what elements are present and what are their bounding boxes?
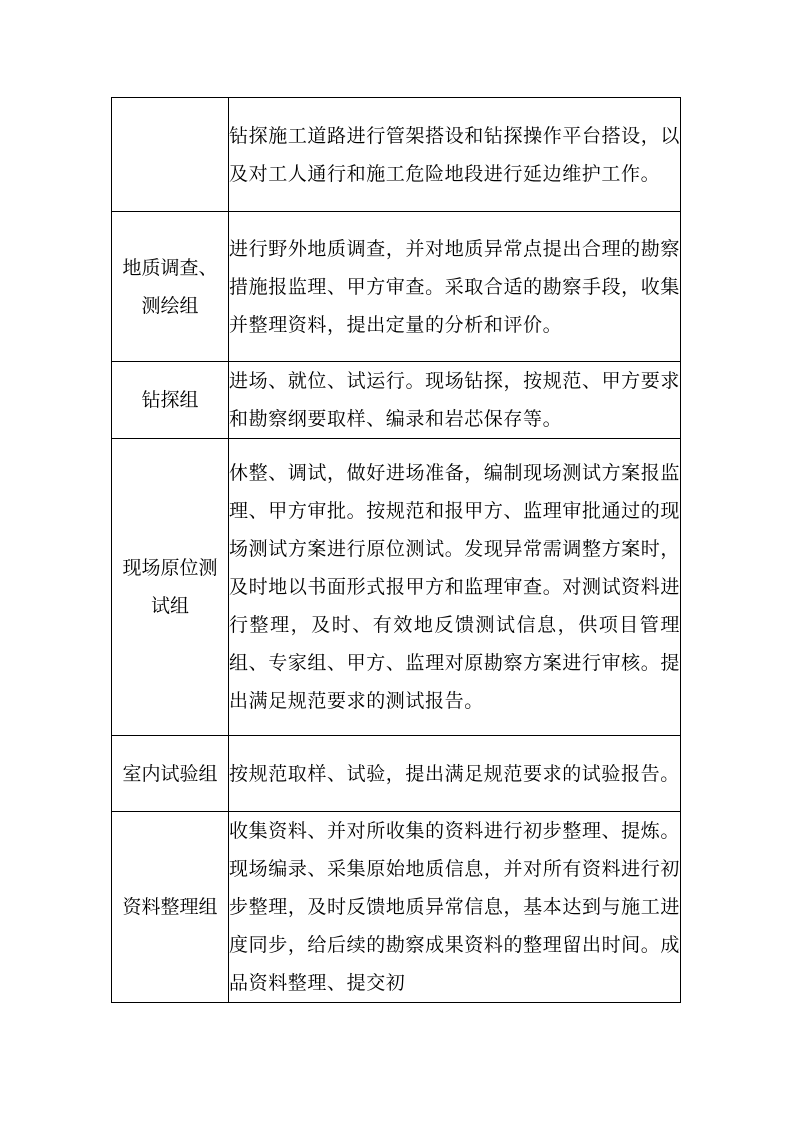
group-description: 收集资料、并对所收集的资料进行初步整理、提炼。现场编录、采集原始地质信息，并对所有资料进行初步整理，及时反馈地质异常信息，基本达到与施工进度同步，给后续的勘察成果资料的整理留出时间。成品资料整理、提交初 — [229, 820, 680, 994]
group-description: 进场、就位、试运行。现场钻探，按规范、甲方要求和勘察纲要取样、编录和岩芯保存等。 — [229, 370, 680, 430]
description-cell — [229, 439, 681, 736]
group-name: 钻探组 — [141, 389, 199, 411]
table-row — [112, 212, 681, 362]
description-cell — [229, 736, 681, 812]
description-cell — [229, 98, 681, 212]
group-cell — [112, 212, 229, 362]
table-row — [112, 812, 681, 1003]
group-description: 休整、调试，做好进场准备，编制现场测试方案报监理、甲方审批。按规范和报甲方、监理审批通过的现场测试方案进行原位测试。发现异常需调整方案时，及时地以书面形式报甲方和监理审查。对测试资料进行整理，及时、有效地反馈测试信息，供项目管理组、专家组、甲方、监理对原勘察方案进行审核。提出满足规范要求的测试报告。 — [229, 462, 680, 712]
group-cell — [112, 439, 229, 736]
description-cell — [229, 812, 681, 1003]
group-cell — [112, 812, 229, 1003]
table-row — [112, 736, 681, 812]
responsibility-table — [111, 97, 681, 1003]
table-row — [112, 439, 681, 736]
group-description: 按规范取样、试验，提出满足规范要求的试验报告。 — [229, 762, 680, 785]
group-cell — [112, 98, 229, 212]
group-description: 钻探施工道路进行管架搭设和钻探操作平台搭设，以及对工人通行和施工危险地段进行延边维护工作。 — [229, 124, 680, 185]
group-name: 地质调查、测绘组 — [122, 256, 218, 317]
group-cell — [112, 736, 229, 812]
table-row — [112, 362, 681, 439]
group-name: 室内试验组 — [122, 762, 218, 785]
group-cell — [112, 362, 229, 439]
table-row — [112, 98, 681, 212]
description-cell — [229, 362, 681, 439]
description-cell — [229, 212, 681, 362]
group-name: 资料整理组 — [122, 896, 218, 918]
group-name: 现场原位测试组 — [122, 557, 218, 617]
group-description: 进行野外地质调查，并对地质异常点提出合理的勘察措施报监理、甲方审查。采取合适的勘察手段，收集并整理资料，提出定量的分析和评价。 — [229, 237, 680, 336]
